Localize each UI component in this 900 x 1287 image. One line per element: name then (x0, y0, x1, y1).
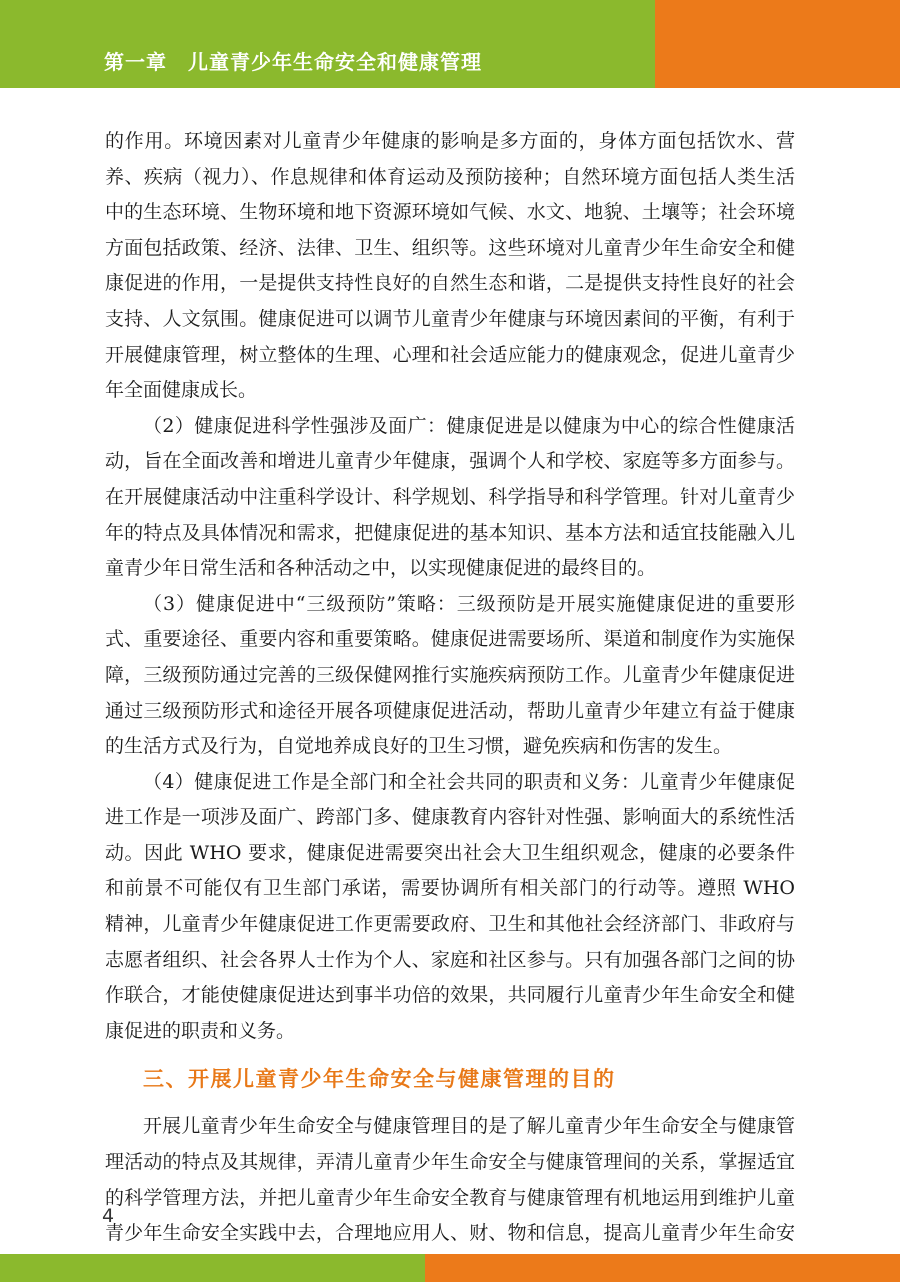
page-number: 4 (102, 1205, 115, 1227)
paragraph-section-purpose: 开展儿童青少年生命安全与健康管理目的是了解儿童青少年生命安全与健康管理活动的特点及其规律，弄清儿童青少年生命安全与健康管理间的关系，掌握适宜的科学管理方法，并把儿童青少年生命安全教育与健康管理有机地运用到维护儿童青少年生命安全实践中去，合理地应用人、财、物和信息，提高儿童青少年生命安 (105, 1115, 795, 1245)
chapter-title: 第一章 儿童青少年生命安全和健康管理 (104, 50, 482, 74)
paragraph-item-3: （3）健康促进中“三级预防”策略：三级预防是开展实施健康促进的重要形式、重要途径、重要内容和重要策略。健康促进需要场所、渠道和制度作为实施保障，三级预防通过完善的三级保健网推行实施疾病预防工作。儿童青少年健康促进通过三级预防形式和途径开展各项健康促进活动，帮助儿童青少年建立有益于健康的生活方式及行为，自觉地养成良好的卫生习惯，避免疾病和伤害的发生。 (105, 592, 795, 758)
footer-green-band (0, 1254, 425, 1282)
section-heading: 三、开展儿童青少年生命安全与健康管理的目的 (143, 1067, 616, 1092)
footer-orange-band (425, 1254, 900, 1282)
page-header (0, 0, 900, 88)
paragraph-environment: 的作用。环境因素对儿童青少年健康的影响是多方面的，身体方面包括饮水、营养、疾病（视力）、作息规律和体育运动及预防接种；自然环境方面包括人类生活中的生态环境、生物环境和地下资源环境如气候、水文、地貌、土壤等；社会环境方面包括政策、经济、法律、卫生、组织等。这些环境对儿童青少年生命安全和健康促进的作用，一是提供支持性良好的自然生态和谐，二是提供支持性良好的社会支持、人文氛围。健康促进可以调节儿童青少年健康与环境因素间的平衡，有利于开展健康管理，树立整体的生理、心理和社会适应能力的健康观念，促进儿童青少年全面健康成长。 (105, 130, 795, 402)
paragraph-item-4: （4）健康促进工作是全部门和全社会共同的职责和义务：儿童青少年健康促进工作是一项涉及面广、跨部门多、健康教育内容针对性强、影响面大的系统性活动。因此 WHO 要求，健康促进需要突出社会大卫生组织观念，健康的必要条件和前景不可能仅有卫生部门承诺，需要协调所有相关部门的行动等。遵照 WHO 精神，儿童青少年健康促进工作更需要政府、卫生和其他社会经济部门、非政府与志愿者组织、社会各界人士作为个人、家庭和社区参与。只有加强各部门之间的协作联合，才能使健康促进达到事半功倍的效果，共同履行儿童青少年生命安全和健康促进的职责和义务。 (105, 770, 795, 1042)
paragraph-item-2: （2）健康促进科学性强涉及面广：健康促进是以健康为中心的综合性健康活动，旨在全面改善和增进儿童青少年健康，强调个人和学校、家庭等多方面参与。在开展健康活动中注重科学设计、科学规划、科学指导和科学管理。针对儿童青少年的特点及具体情况和需求，把健康促进的基本知识、基本方法和适宜技能融入儿童青少年日常生活和各种活动之中，以实现健康促进的最终目的。 (105, 414, 795, 580)
header-orange-band (655, 0, 900, 88)
page-content (105, 124, 795, 1287)
